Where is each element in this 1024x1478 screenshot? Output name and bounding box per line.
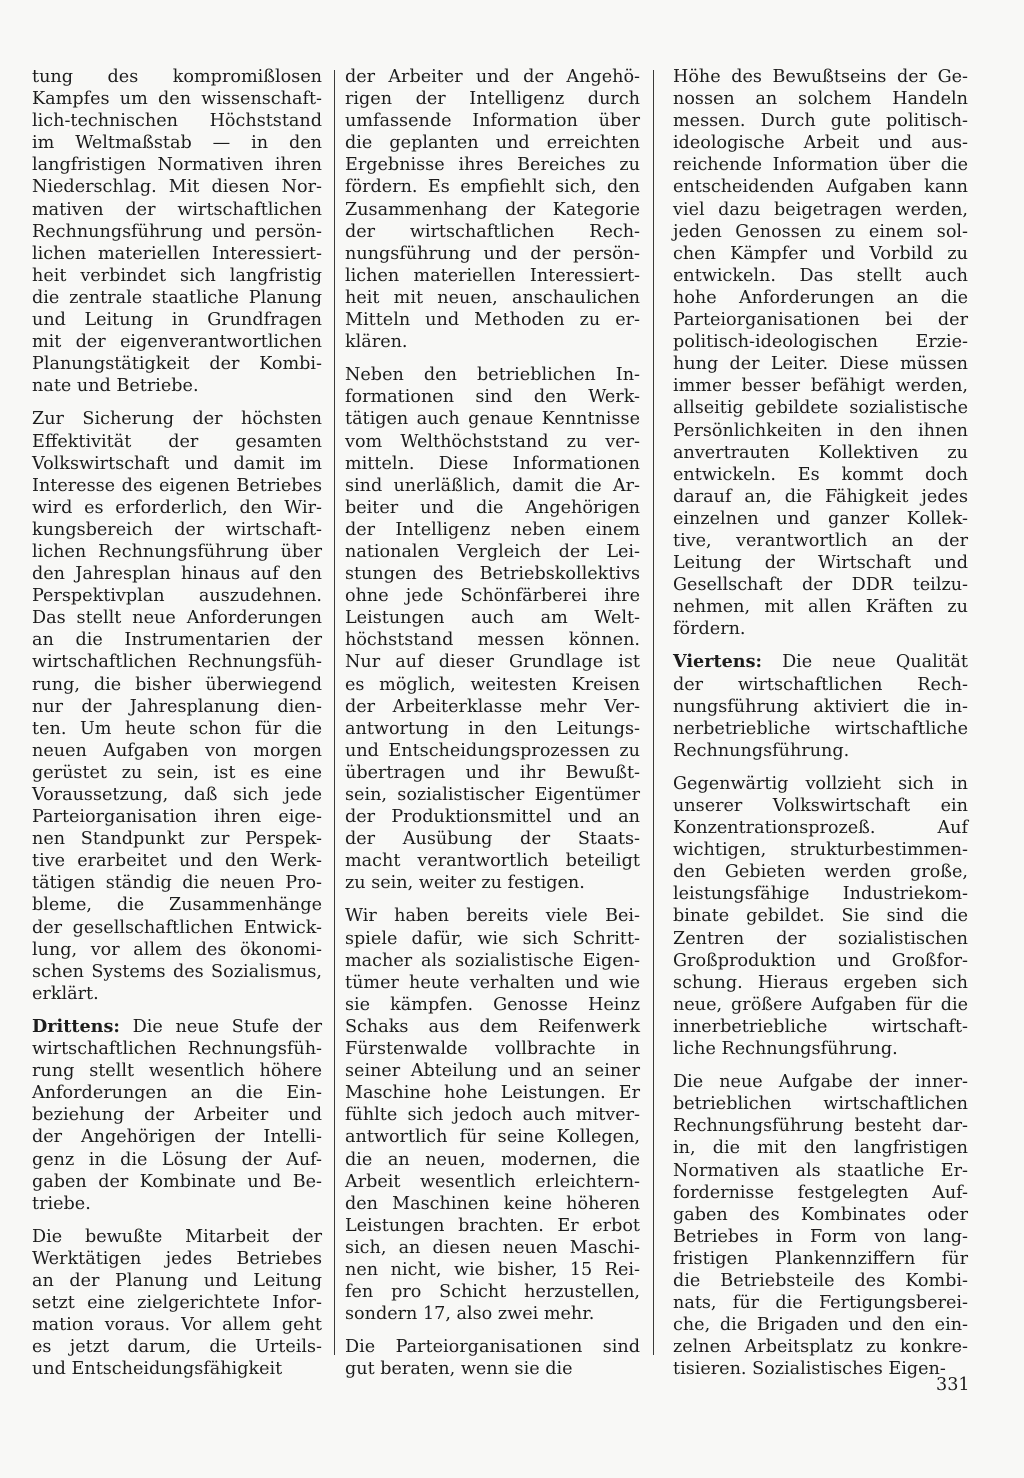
text-column-1 bbox=[32, 66, 322, 1391]
text-line: betrieblichen wirtschaftlichen bbox=[673, 1094, 968, 1115]
text-line: ten. Um heute schon für die bbox=[32, 718, 322, 739]
text-line: nats, für die Fertigungsberei- bbox=[673, 1293, 968, 1314]
text-line: Die neue Aufgabe der inner- bbox=[673, 1072, 968, 1093]
text-line: es jetzt darum, die Urteils- bbox=[32, 1337, 322, 1358]
text-line: gaben der Kombinate und Be- bbox=[32, 1171, 322, 1192]
text-line: tisieren. Sozialistisches Eigen- bbox=[673, 1359, 946, 1380]
text-line: neue, größere Aufgaben für die bbox=[673, 994, 968, 1015]
text-line: und Entscheidungsprozessen zu bbox=[345, 740, 640, 761]
paragraph bbox=[32, 408, 322, 1005]
paragraph bbox=[32, 66, 322, 397]
text-line: die an neuen, modernen, die bbox=[345, 1149, 640, 1170]
text-line: erklärt. bbox=[32, 983, 99, 1004]
text-line: lich-technischen Höchststand bbox=[32, 111, 322, 132]
text-line: darauf an, die Fähigkeit jedes bbox=[673, 486, 968, 507]
text-line: Rechnungsführung. bbox=[673, 740, 850, 761]
text-line: nerbetriebliche wirtschaftliche bbox=[673, 718, 968, 739]
text-line: entwickeln. Das stellt auch bbox=[673, 265, 968, 286]
text-line: der Produktionsmittel und an bbox=[345, 807, 640, 828]
text-line: rigen der Intelligenz durch bbox=[345, 89, 640, 110]
text-line: triebe. bbox=[32, 1193, 91, 1214]
text-line: die Betriebsteile des Kombi- bbox=[673, 1270, 968, 1291]
text-line: antwortung in den Leitungs- bbox=[345, 718, 640, 739]
text-line: Neben den betrieblichen In- bbox=[345, 365, 640, 386]
text-line: den Jahresplan hinaus auf den bbox=[32, 564, 322, 585]
text-line: einzelnen und ganzer Kollek- bbox=[673, 508, 968, 529]
text-line: nungsführung und der persön- bbox=[345, 243, 640, 264]
text-line: Werktätigen jedes Betriebes bbox=[32, 1248, 322, 1269]
text-line: bleme, die Zusammenhänge bbox=[32, 895, 322, 916]
text-line: in, die mit den langfristigen bbox=[673, 1138, 968, 1159]
text-line: Persönlichkeiten in den ihnen bbox=[673, 420, 968, 441]
text-line: zu sein, weiter zu festigen. bbox=[345, 873, 585, 894]
text-line: Die Parteiorganisationen sind bbox=[345, 1337, 640, 1358]
text-line: reichende Information über die bbox=[673, 155, 968, 176]
text-line: viel dazu beigetragen werden, bbox=[673, 199, 968, 220]
paragraph bbox=[673, 651, 968, 761]
text-line: mit der eigenverantwortlichen bbox=[32, 332, 322, 353]
text-line: wichtigen, strukturbestimmen- bbox=[673, 840, 968, 861]
text-line: unserer Volkswirtschaft ein bbox=[673, 796, 968, 816]
text-line: Kampfes um den wissenschaft- bbox=[32, 89, 322, 110]
paragraph bbox=[32, 1016, 322, 1215]
text-line: stungen des Betriebskollektivs bbox=[345, 564, 640, 585]
text-line: tive erarbeitet und den Werk- bbox=[32, 851, 322, 872]
text-line: lichen Rechnungsführung über bbox=[32, 541, 322, 562]
text-line: Effektivität der gesamten bbox=[32, 431, 322, 452]
text-line: und Entscheidungsfähigkeit bbox=[32, 1359, 283, 1380]
text-line: kungsbereich der wirtschaft- bbox=[32, 519, 322, 540]
text-line: che, die Brigaden und den ein- bbox=[673, 1315, 968, 1336]
text-line: mation voraus. Vor allem geht bbox=[32, 1315, 322, 1336]
text-line: Konzentrationsprozeß. Auf bbox=[673, 818, 968, 839]
text-line: der Arbeiter und der Angehö- bbox=[345, 67, 640, 87]
text-line: fühlte sich jedoch auch mitver- bbox=[345, 1105, 640, 1126]
text-line: fördern. bbox=[673, 619, 746, 640]
text-line: Niederschlag. Mit diesen Nor- bbox=[32, 177, 322, 198]
text-line: hung der Leiter. Diese müssen bbox=[673, 354, 968, 375]
text-line: Ergebnisse ihres Bereiches zu bbox=[345, 155, 640, 176]
text-line: entscheidenden Aufgaben kann bbox=[673, 177, 968, 198]
text-line: schung. Hieraus ergeben sich bbox=[673, 972, 968, 993]
text-line: hohe Anforderungen an die bbox=[673, 287, 968, 308]
paragraph bbox=[673, 66, 968, 640]
text-line: Zur Sicherung der höchsten bbox=[32, 409, 322, 430]
text-line: Interesse des eigenen Betriebes bbox=[32, 475, 322, 496]
column-divider bbox=[653, 70, 654, 1355]
text-line: langfristigen Normativen ihren bbox=[32, 155, 322, 176]
text-line: gut beraten, wenn sie die bbox=[345, 1359, 573, 1380]
text-line: Gesellschaft der DDR teilzu- bbox=[673, 575, 968, 596]
text-line: mativen der wirtschaftlichen bbox=[32, 199, 322, 220]
text-line: Nur auf dieser Grundlage ist bbox=[345, 652, 640, 673]
text-line: macht verantwortlich beteiligt bbox=[345, 851, 640, 872]
text-line: Leistungen brachten. Er erbot bbox=[345, 1215, 640, 1236]
text-line: messen. Durch gute politisch- bbox=[673, 111, 968, 132]
text-line: fristigen Plankennziffern für bbox=[673, 1248, 968, 1269]
text-line: nossen an solchem Handeln bbox=[673, 89, 968, 110]
text-line: ohne jede Schönfärberei ihre bbox=[345, 586, 640, 607]
text-line: Parteiorganisation ihren eige- bbox=[32, 807, 322, 828]
text-line: formationen sind den Werk- bbox=[345, 387, 640, 408]
text-line-rest: Die neue Stufe der bbox=[119, 1016, 322, 1037]
text-line: tätigen ständig die neuen Pro- bbox=[32, 873, 322, 894]
paragraph-lead: Drittens: bbox=[32, 1015, 120, 1037]
text-line: Fürstenwalde vollbrachte in bbox=[345, 1039, 640, 1060]
text-line: den Gebieten werden große, bbox=[673, 862, 968, 883]
text-line: die geplanten und erreichten bbox=[345, 133, 640, 154]
text-line: der gesellschaftlichen Entwick- bbox=[32, 917, 322, 938]
text-line: setzt eine zielgerichtete Infor- bbox=[32, 1293, 322, 1314]
text-line: Höhe des Bewußtseins der Ge- bbox=[673, 67, 968, 87]
text-line: der Intelligenz neben einem bbox=[345, 519, 640, 540]
text-line: den Maschinen keine höheren bbox=[345, 1193, 640, 1214]
text-line: umfassende Information über bbox=[345, 111, 640, 132]
text-line: Mitteln und Methoden zu er- bbox=[345, 310, 640, 331]
text-line: genz in die Lösung der Auf- bbox=[32, 1149, 322, 1170]
text-line: nehmen, mit allen Kräften zu bbox=[673, 597, 968, 618]
text-line: Parteiorganisationen bei der bbox=[673, 310, 968, 331]
text-line: Rechnungsführung und persön- bbox=[32, 221, 322, 242]
text-line: antwortlich für seine Kollegen, bbox=[345, 1127, 640, 1148]
text-line: lichen materiellen Interessiert- bbox=[32, 243, 322, 264]
text-line-rest: Die neue Qualität bbox=[762, 652, 968, 673]
text-line: leistungsfähige Industriekom- bbox=[673, 884, 968, 905]
text-line: wirtschaftlichen Rechnungsfüh- bbox=[32, 1039, 322, 1060]
page-number: 331 bbox=[936, 1375, 970, 1395]
text-line: lichen materiellen Interessiert- bbox=[345, 265, 640, 286]
text-line: fordernisse festgelegten Auf- bbox=[673, 1182, 968, 1203]
text-line: Leitung der Wirtschaft und bbox=[673, 553, 968, 574]
text-line: Voraussetzung, daß sich jede bbox=[32, 785, 322, 805]
text-line: fördern. Es empfiehlt sich, den bbox=[345, 177, 640, 198]
text-line: tive, verantwortlich an der bbox=[673, 530, 968, 551]
text-line: an die Instrumentarien der bbox=[32, 630, 322, 651]
text-line: Das stellt neue Anforderungen bbox=[32, 608, 322, 629]
text-line: Die bewußte Mitarbeit der bbox=[32, 1226, 322, 1247]
text-line: sind unerläßlich, damit die Ar- bbox=[345, 475, 640, 496]
paragraph bbox=[345, 364, 640, 894]
text-line bbox=[673, 651, 968, 673]
text-line: tätigen auch genaue Kenntnisse bbox=[345, 409, 640, 430]
text-line: klären. bbox=[345, 332, 408, 353]
text-line: rung, die bisher überwiegend bbox=[32, 674, 322, 695]
text-line: sein, sozialistischer Eigentümer bbox=[345, 785, 640, 805]
paragraph-lead: Viertens: bbox=[673, 651, 762, 673]
text-line: macher als sozialistische Eigen- bbox=[345, 950, 640, 971]
text-line: Perspektivplan auszudehnen. bbox=[32, 586, 322, 607]
text-line: heit mit neuen, anschaulichen bbox=[345, 287, 640, 308]
text-line: sondern 17, also zwei mehr. bbox=[345, 1304, 595, 1325]
text-line: nationalen Vergleich der Lei- bbox=[345, 541, 640, 562]
text-line: neuen Aufgaben von morgen bbox=[32, 740, 322, 761]
text-line: der wirtschaftlichen Rech- bbox=[345, 221, 640, 242]
text-line: seiner Abteilung und an seiner bbox=[345, 1061, 640, 1082]
text-line: innerbetriebliche wirtschaft- bbox=[673, 1016, 968, 1037]
text-line: Arbeit wesentlich erleichtern- bbox=[345, 1171, 640, 1192]
text-line: rung stellt wesentlich höhere bbox=[32, 1061, 322, 1082]
text-line: höchststand messen können. bbox=[345, 630, 640, 651]
text-line: nungsführung aktiviert die in- bbox=[673, 696, 968, 717]
text-line: Maschine hohe Leistungen. Er bbox=[345, 1083, 640, 1104]
text-line: entwickeln. Es kommt doch bbox=[673, 464, 968, 485]
text-line: Schaks aus dem Reifenwerk bbox=[345, 1016, 640, 1037]
paragraph bbox=[673, 773, 968, 1060]
text-line: Rechnungsführung besteht dar- bbox=[673, 1116, 968, 1137]
text-line: nen nicht, wie bisher, 15 Rei- bbox=[345, 1259, 640, 1280]
paragraph bbox=[32, 1226, 322, 1381]
text-line: allseitig gebildete sozialistische bbox=[673, 398, 968, 419]
text-line: im Weltmaßstab — in den bbox=[32, 133, 322, 154]
paragraph bbox=[345, 66, 640, 353]
paragraph bbox=[673, 1071, 968, 1380]
text-line: binate gebildet. Sie sind die bbox=[673, 906, 968, 927]
text-line: nur der Jahresplanung dien- bbox=[32, 696, 322, 717]
text-line: Wir haben bereits viele Bei- bbox=[345, 906, 640, 927]
text-line: Zentren der sozialistischen bbox=[673, 928, 968, 949]
text-line: ideologische Arbeit und aus- bbox=[673, 133, 968, 154]
text-line: Volkswirtschaft und damit im bbox=[32, 453, 322, 474]
text-line: immer besser befähigt werden, bbox=[673, 376, 968, 397]
text-line: lung, vor allem des ökonomi- bbox=[32, 939, 322, 960]
text-line: anvertrauten Kollektiven zu bbox=[673, 442, 968, 463]
text-line: schen Systems des Sozialismus, bbox=[32, 961, 322, 982]
text-line: wirtschaftlichen Rechnungsfüh- bbox=[32, 652, 322, 673]
text-line: Betriebes in Form von lang- bbox=[673, 1226, 968, 1247]
text-line: sie kämpfen. Genosse Heinz bbox=[345, 994, 640, 1015]
text-line: zelnen Arbeitsplatz zu konkre- bbox=[673, 1337, 968, 1358]
text-line: wird es erforderlich, den Wir- bbox=[32, 497, 322, 518]
text-line: Anforderungen an die Ein- bbox=[32, 1083, 322, 1104]
text-line: tümer heute verhalten und wie bbox=[345, 972, 640, 993]
text-line: jeden Genossen zu einem sol- bbox=[673, 221, 968, 242]
text-line: liche Rechnungsführung. bbox=[673, 1039, 898, 1060]
text-line: beiter und die Angehörigen bbox=[345, 497, 640, 518]
text-line: Planungstätigkeit der Kombi- bbox=[32, 354, 322, 375]
text-line: heit verbindet sich langfristig bbox=[32, 265, 322, 286]
text-line: Zusammenhang der Kategorie bbox=[345, 199, 640, 220]
text-line: nen Standpunkt zur Perspek- bbox=[32, 829, 322, 850]
text-line: Leistungen auch am Welt- bbox=[345, 608, 640, 629]
text-line: gerüstet zu sein, ist es eine bbox=[32, 762, 322, 783]
text-line: die zentrale staatliche Planung bbox=[32, 287, 322, 308]
text-line: und Leitung in Grundfragen bbox=[32, 310, 322, 331]
column-divider bbox=[334, 70, 335, 1355]
text-line: beziehung der Arbeiter und bbox=[32, 1105, 322, 1126]
text-line: übertragen und ihr Bewußt- bbox=[345, 762, 640, 783]
text-line: tung des kompromißlosen bbox=[32, 67, 322, 87]
text-line: vom Welthöchststand zu ver- bbox=[345, 431, 640, 452]
text-column-2 bbox=[345, 66, 640, 1391]
text-line bbox=[32, 1016, 322, 1038]
text-line: chen Kämpfer und Vorbild zu bbox=[673, 243, 968, 264]
paragraph bbox=[345, 1336, 640, 1380]
text-column-3 bbox=[673, 66, 968, 1391]
text-line: gaben des Kombinates oder bbox=[673, 1204, 968, 1225]
text-line: sich, an diesen neuen Maschi- bbox=[345, 1237, 640, 1258]
text-line: der Ausübung der Staats- bbox=[345, 829, 640, 850]
text-line: Normativen als staatliche Er- bbox=[673, 1160, 968, 1181]
text-line: es möglich, weitesten Kreisen bbox=[345, 674, 640, 695]
text-line: der Arbeiterklasse mehr Ver- bbox=[345, 696, 640, 717]
text-line: spiele dafür, wie sich Schritt- bbox=[345, 928, 640, 949]
text-line: nate und Betriebe. bbox=[32, 376, 199, 397]
text-line: fen pro Schicht herzustellen, bbox=[345, 1282, 640, 1303]
text-line: politisch-ideologischen Erzie- bbox=[673, 332, 968, 353]
text-line: an der Planung und Leitung bbox=[32, 1270, 322, 1291]
text-line: Großproduktion und Großfor- bbox=[673, 950, 968, 971]
text-line: der Angehörigen der Intelli- bbox=[32, 1127, 322, 1148]
text-line: der wirtschaftlichen Rech- bbox=[673, 674, 968, 695]
paragraph bbox=[345, 905, 640, 1325]
text-line: Gegenwärtig vollzieht sich in bbox=[673, 773, 968, 794]
text-line: mitteln. Diese Informationen bbox=[345, 453, 640, 474]
